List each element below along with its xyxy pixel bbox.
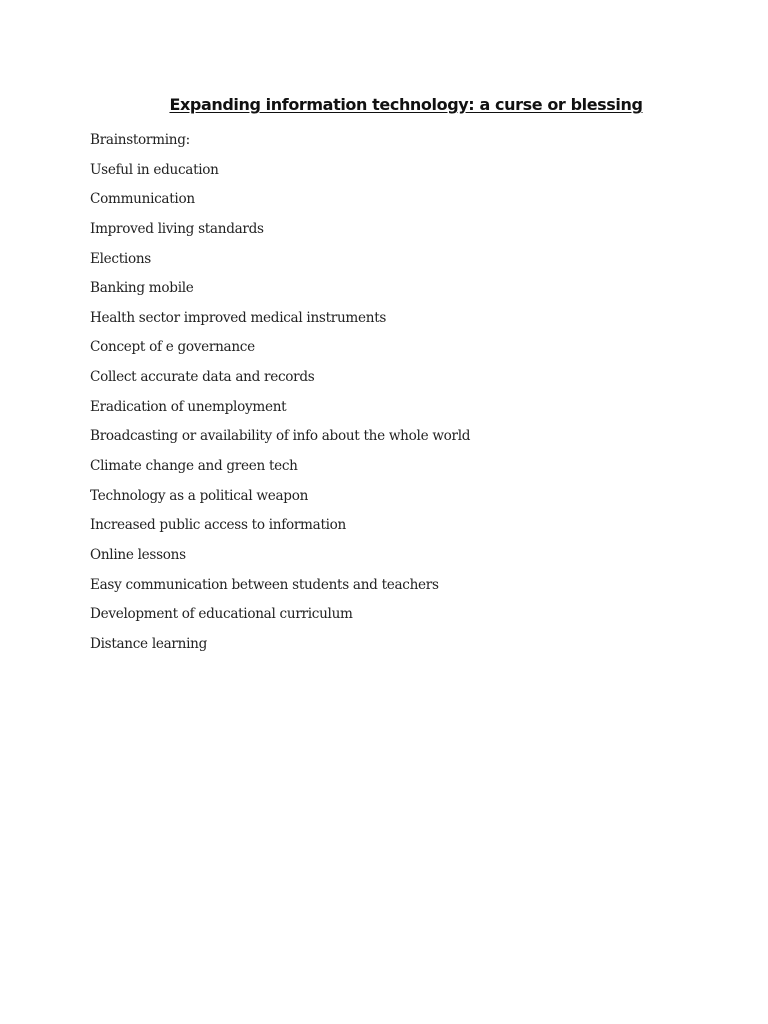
list-item: Broadcasting or availability of info about the whole world — [90, 428, 471, 445]
list-item: Distance learning — [90, 635, 207, 652]
list-item: Useful in education — [90, 161, 219, 178]
list-item: Collect accurate data and records — [90, 369, 315, 386]
list-item: Communication — [90, 191, 195, 208]
list-item: Health sector improved medical instruments — [90, 309, 387, 326]
list-item: Development of educational curriculum — [90, 606, 353, 623]
list-item: Easy communication between students and teachers — [90, 576, 439, 593]
list-item: Online lessons — [90, 546, 186, 563]
list-item: Climate change and green tech — [90, 458, 298, 475]
list-item: Brainstorming: — [90, 132, 190, 148]
list-item: Elections — [90, 250, 151, 267]
list-item: Concept of e governance — [90, 339, 255, 356]
list-item: Eradication of unemployment — [90, 398, 287, 415]
list-item: Banking mobile — [90, 280, 194, 297]
list-item: Increased public access to information — [90, 517, 346, 534]
document-title: Expanding information technology: a curse or blessing — [169, 95, 643, 114]
list-item: Technology as a political weapon — [90, 487, 309, 504]
brainstorm-list — [90, 129, 470, 663]
list-item: Improved living standards — [90, 220, 264, 237]
